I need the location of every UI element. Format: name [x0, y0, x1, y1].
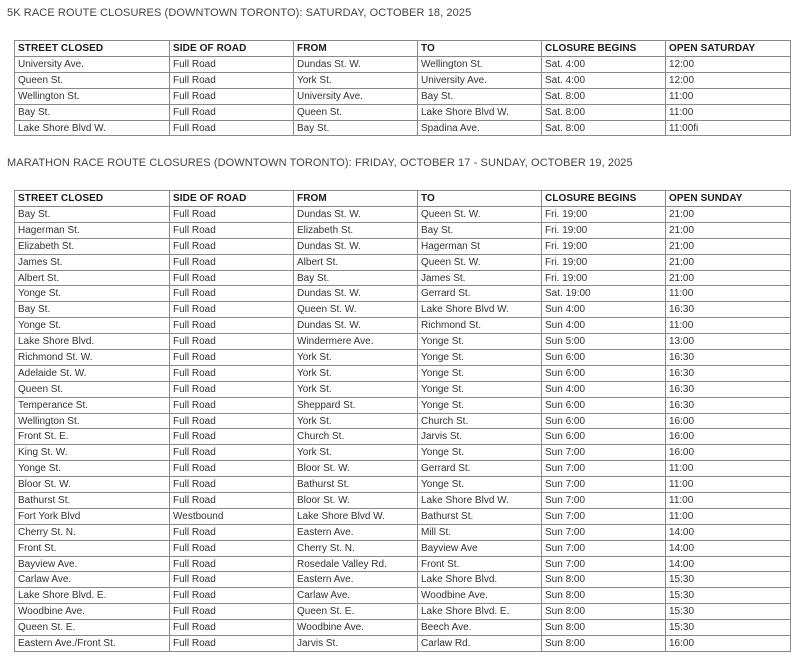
column-header-side-of-road: SIDE OF ROAD [170, 41, 294, 57]
table-row [15, 72, 791, 88]
cell-closure-begins: Sun 6:00 [542, 350, 666, 366]
cell-open-time: 15:30 [666, 588, 791, 604]
cell-side-of-road: Full Road [170, 604, 294, 620]
cell-street-closed: Front St. [15, 540, 170, 556]
cell-to: Beech Ave. [418, 620, 542, 636]
column-header-street-closed: STREET CLOSED [15, 41, 170, 57]
cell-open-time: 16:30 [666, 302, 791, 318]
cell-to: Woodbine Ave. [418, 588, 542, 604]
cell-open-time: 11:00 [666, 88, 791, 104]
cell-from: Jarvis St. [294, 636, 418, 652]
table-row [15, 588, 791, 604]
cell-to: Richmond St. [418, 318, 542, 334]
cell-to: University Ave. [418, 72, 542, 88]
cell-open-time: 16:00 [666, 429, 791, 445]
cell-from: York St. [294, 381, 418, 397]
cell-from: Church St. [294, 429, 418, 445]
cell-open-time: 11:00 [666, 493, 791, 509]
cell-from: Carlaw Ave. [294, 588, 418, 604]
cell-open-time: 11:00 [666, 461, 791, 477]
table-row [15, 556, 791, 572]
cell-street-closed: Yonge St. [15, 461, 170, 477]
table-row [15, 604, 791, 620]
cell-from: York St. [294, 365, 418, 381]
cell-open-time: 11:00 [666, 477, 791, 493]
table-row [15, 397, 791, 413]
table-row [15, 88, 791, 104]
cell-street-closed: Lake Shore Blvd. E. [15, 588, 170, 604]
cell-side-of-road: Full Road [170, 397, 294, 413]
table-row [15, 365, 791, 381]
cell-open-time: 16:00 [666, 445, 791, 461]
table-row [15, 270, 791, 286]
cell-side-of-road: Full Road [170, 72, 294, 88]
cell-street-closed: Wellington St. [15, 413, 170, 429]
cell-to: Queen St. W. [418, 254, 542, 270]
cell-closure-begins: Sun 7:00 [542, 508, 666, 524]
table-row [15, 104, 791, 120]
marathon-heading: MARATHON RACE ROUTE CLOSURES (DOWNTOWN TORONTO): FRIDAY, OCTOBER 17 - SUNDAY, OCTOBER 19, 2025 [7, 157, 633, 169]
cell-closure-begins: Sun 5:00 [542, 334, 666, 350]
cell-closure-begins: Fri. 19:00 [542, 238, 666, 254]
cell-open-time: 12:00 [666, 72, 791, 88]
cell-side-of-road: Full Road [170, 57, 294, 73]
cell-street-closed: Carlaw Ave. [15, 572, 170, 588]
cell-closure-begins: Sun 4:00 [542, 318, 666, 334]
cell-open-time: 16:30 [666, 350, 791, 366]
cell-closure-begins: Sun 8:00 [542, 572, 666, 588]
cell-from: Woodbine Ave. [294, 620, 418, 636]
cell-side-of-road: Full Road [170, 238, 294, 254]
cell-to: James St. [418, 270, 542, 286]
cell-from: Lake Shore Blvd W. [294, 508, 418, 524]
cell-side-of-road: Full Road [170, 477, 294, 493]
cell-to: Bathurst St. [418, 508, 542, 524]
cell-side-of-road: Full Road [170, 636, 294, 652]
column-header-street-closed: STREET CLOSED [15, 191, 170, 207]
cell-side-of-road: Full Road [170, 334, 294, 350]
race-5k-heading: 5K RACE ROUTE CLOSURES (DOWNTOWN TORONTO): SATURDAY, OCTOBER 18, 2025 [7, 7, 472, 19]
table-row [15, 381, 791, 397]
cell-street-closed: Fort York Blvd [15, 508, 170, 524]
cell-side-of-road: Westbound [170, 508, 294, 524]
cell-from: University Ave. [294, 88, 418, 104]
cell-side-of-road: Full Road [170, 540, 294, 556]
cell-to: Church St. [418, 413, 542, 429]
cell-side-of-road: Full Road [170, 381, 294, 397]
column-header-open-time: OPEN SATURDAY [666, 41, 791, 57]
cell-open-time: 14:00 [666, 556, 791, 572]
cell-side-of-road: Full Road [170, 556, 294, 572]
table-row [15, 524, 791, 540]
cell-to: Wellington St. [418, 57, 542, 73]
cell-from: Elizabeth St. [294, 222, 418, 238]
cell-street-closed: Eastern Ave./Front St. [15, 636, 170, 652]
cell-street-closed: King St. W. [15, 445, 170, 461]
cell-side-of-road: Full Road [170, 302, 294, 318]
cell-street-closed: Queen St. E. [15, 620, 170, 636]
cell-from: Queen St. [294, 104, 418, 120]
cell-open-time: 15:30 [666, 572, 791, 588]
cell-to: Lake Shore Blvd W. [418, 493, 542, 509]
cell-closure-begins: Sun 6:00 [542, 429, 666, 445]
cell-from: Dundas St. W. [294, 207, 418, 223]
cell-street-closed: James St. [15, 254, 170, 270]
cell-from: York St. [294, 72, 418, 88]
column-header-to: TO [418, 41, 542, 57]
cell-to: Yonge St. [418, 445, 542, 461]
table-header [15, 41, 791, 57]
column-header-closure-begins: CLOSURE BEGINS [542, 41, 666, 57]
table-row [15, 334, 791, 350]
cell-from: Dundas St. W. [294, 57, 418, 73]
cell-closure-begins: Sun 8:00 [542, 620, 666, 636]
cell-open-time: 16:00 [666, 636, 791, 652]
cell-to: Yonge St. [418, 477, 542, 493]
cell-to: Lake Shore Blvd. [418, 572, 542, 588]
cell-from: Dundas St. W. [294, 238, 418, 254]
cell-from: Eastern Ave. [294, 572, 418, 588]
cell-to: Lake Shore Blvd W. [418, 104, 542, 120]
cell-from: Dundas St. W. [294, 286, 418, 302]
cell-to: Mill St. [418, 524, 542, 540]
table-row [15, 461, 791, 477]
cell-side-of-road: Full Road [170, 588, 294, 604]
cell-to: Carlaw Rd. [418, 636, 542, 652]
table-row [15, 254, 791, 270]
table-row [15, 207, 791, 223]
table-row [15, 120, 791, 136]
race-5k-closures-table [14, 40, 791, 136]
cell-side-of-road: Full Road [170, 350, 294, 366]
cell-from: Sheppard St. [294, 397, 418, 413]
cell-side-of-road: Full Road [170, 88, 294, 104]
cell-street-closed: Queen St. [15, 72, 170, 88]
cell-street-closed: Bay St. [15, 207, 170, 223]
table-row [15, 302, 791, 318]
cell-street-closed: Queen St. [15, 381, 170, 397]
cell-side-of-road: Full Road [170, 207, 294, 223]
cell-from: Bloor St. W. [294, 493, 418, 509]
cell-side-of-road: Full Road [170, 429, 294, 445]
cell-closure-begins: Sun 7:00 [542, 461, 666, 477]
cell-closure-begins: Fri. 19:00 [542, 254, 666, 270]
cell-open-time: 16:30 [666, 381, 791, 397]
table-row [15, 572, 791, 588]
table-row [15, 318, 791, 334]
table-row [15, 477, 791, 493]
cell-open-time: 16:30 [666, 397, 791, 413]
cell-closure-begins: Sat. 19:00 [542, 286, 666, 302]
cell-open-time: 21:00 [666, 238, 791, 254]
cell-to: Bay St. [418, 88, 542, 104]
cell-closure-begins: Sun 4:00 [542, 381, 666, 397]
cell-street-closed: Yonge St. [15, 286, 170, 302]
table-row [15, 445, 791, 461]
cell-side-of-road: Full Road [170, 222, 294, 238]
cell-street-closed: Woodbine Ave. [15, 604, 170, 620]
cell-from: York St. [294, 445, 418, 461]
table-row [15, 620, 791, 636]
cell-closure-begins: Sun 7:00 [542, 477, 666, 493]
cell-street-closed: Bayview Ave. [15, 556, 170, 572]
table-row [15, 493, 791, 509]
cell-open-time: 14:00 [666, 524, 791, 540]
cell-from: Bathurst St. [294, 477, 418, 493]
table-header [15, 191, 791, 207]
column-header-closure-begins: CLOSURE BEGINS [542, 191, 666, 207]
cell-street-closed: Albert St. [15, 270, 170, 286]
cell-street-closed: Richmond St. W. [15, 350, 170, 366]
table-row [15, 540, 791, 556]
column-header-to: TO [418, 191, 542, 207]
cell-to: Jarvis St. [418, 429, 542, 445]
cell-open-time: 12:00 [666, 57, 791, 73]
cell-open-time: 21:00 [666, 270, 791, 286]
cell-to: Hagerman St [418, 238, 542, 254]
cell-side-of-road: Full Road [170, 270, 294, 286]
table-row [15, 222, 791, 238]
cell-side-of-road: Full Road [170, 620, 294, 636]
cell-side-of-road: Full Road [170, 461, 294, 477]
cell-closure-begins: Sun 8:00 [542, 588, 666, 604]
cell-from: Windermere Ave. [294, 334, 418, 350]
column-header-open-time: OPEN SUNDAY [666, 191, 791, 207]
cell-street-closed: Lake Shore Blvd W. [15, 120, 170, 136]
cell-to: Lake Shore Blvd. E. [418, 604, 542, 620]
cell-street-closed: Bathurst St. [15, 493, 170, 509]
cell-from: Queen St. W. [294, 302, 418, 318]
table-row [15, 238, 791, 254]
cell-to: Queen St. W. [418, 207, 542, 223]
cell-open-time: 15:30 [666, 604, 791, 620]
cell-street-closed: Cherry St. N. [15, 524, 170, 540]
cell-open-time: 11:00 [666, 318, 791, 334]
cell-open-time: 11:00 [666, 286, 791, 302]
header-row [15, 191, 791, 207]
cell-to: Yonge St. [418, 350, 542, 366]
cell-to: Yonge St. [418, 397, 542, 413]
cell-street-closed: Bay St. [15, 104, 170, 120]
cell-street-closed: Yonge St. [15, 318, 170, 334]
cell-open-time: 11:00 [666, 104, 791, 120]
cell-side-of-road: Full Road [170, 365, 294, 381]
cell-side-of-road: Full Road [170, 120, 294, 136]
cell-open-time: 15:30 [666, 620, 791, 636]
table-row [15, 413, 791, 429]
cell-closure-begins: Sun 6:00 [542, 413, 666, 429]
cell-open-time: 21:00 [666, 222, 791, 238]
cell-to: Yonge St. [418, 334, 542, 350]
cell-street-closed: Front St. E. [15, 429, 170, 445]
table-row [15, 350, 791, 366]
cell-street-closed: Bloor St. W. [15, 477, 170, 493]
cell-to: Spadina Ave. [418, 120, 542, 136]
cell-closure-begins: Sun 4:00 [542, 302, 666, 318]
cell-closure-begins: Sun 7:00 [542, 556, 666, 572]
cell-open-time: 13:00 [666, 334, 791, 350]
cell-side-of-road: Full Road [170, 572, 294, 588]
cell-closure-begins: Fri. 19:00 [542, 207, 666, 223]
cell-from: Queen St. E. [294, 604, 418, 620]
table-row [15, 508, 791, 524]
cell-side-of-road: Full Road [170, 318, 294, 334]
column-header-from: FROM [294, 191, 418, 207]
cell-street-closed: Adelaide St. W. [15, 365, 170, 381]
cell-closure-begins: Fri. 19:00 [542, 270, 666, 286]
cell-street-closed: Lake Shore Blvd. [15, 334, 170, 350]
table-row [15, 286, 791, 302]
cell-closure-begins: Sat. 4:00 [542, 57, 666, 73]
cell-closure-begins: Sun 7:00 [542, 445, 666, 461]
cell-side-of-road: Full Road [170, 104, 294, 120]
cell-side-of-road: Full Road [170, 254, 294, 270]
cell-to: Front St. [418, 556, 542, 572]
cell-from: Rosedale Valley Rd. [294, 556, 418, 572]
cell-from: Dundas St. W. [294, 318, 418, 334]
marathon-closures-table [14, 190, 791, 652]
cell-closure-begins: Sun 7:00 [542, 493, 666, 509]
cell-closure-begins: Sat. 4:00 [542, 72, 666, 88]
table-row [15, 429, 791, 445]
column-header-from: FROM [294, 41, 418, 57]
cell-street-closed: Elizabeth St. [15, 238, 170, 254]
table-row [15, 57, 791, 73]
cell-from: Albert St. [294, 254, 418, 270]
cell-to: Bay St. [418, 222, 542, 238]
cell-from: Cherry St. N. [294, 540, 418, 556]
cell-closure-begins: Sat. 8:00 [542, 104, 666, 120]
cell-street-closed: University Ave. [15, 57, 170, 73]
cell-open-time: 11:00 [666, 508, 791, 524]
cell-open-time: 21:00 [666, 207, 791, 223]
cell-closure-begins: Fri. 19:00 [542, 222, 666, 238]
cell-to: Yonge St. [418, 365, 542, 381]
header-row [15, 41, 791, 57]
cell-closure-begins: Sun 8:00 [542, 636, 666, 652]
cell-to: Yonge St. [418, 381, 542, 397]
cell-open-time: 14:00 [666, 540, 791, 556]
cell-street-closed: Bay St. [15, 302, 170, 318]
cell-side-of-road: Full Road [170, 524, 294, 540]
table-body [15, 207, 791, 652]
cell-closure-begins: Sun 8:00 [542, 604, 666, 620]
cell-to: Gerrard St. [418, 286, 542, 302]
cell-side-of-road: Full Road [170, 286, 294, 302]
cell-closure-begins: Sun 6:00 [542, 397, 666, 413]
cell-side-of-road: Full Road [170, 445, 294, 461]
cell-closure-begins: Sun 6:00 [542, 365, 666, 381]
cell-side-of-road: Full Road [170, 413, 294, 429]
cell-from: York St. [294, 413, 418, 429]
cell-from: Eastern Ave. [294, 524, 418, 540]
cell-side-of-road: Full Road [170, 493, 294, 509]
cell-street-closed: Wellington St. [15, 88, 170, 104]
table-row [15, 636, 791, 652]
cell-street-closed: Temperance St. [15, 397, 170, 413]
cell-open-time: 21:00 [666, 254, 791, 270]
column-header-side-of-road: SIDE OF ROAD [170, 191, 294, 207]
cell-to: Gerrard St. [418, 461, 542, 477]
cell-closure-begins: Sat. 8:00 [542, 88, 666, 104]
cell-from: Bloor St. W. [294, 461, 418, 477]
cell-to: Lake Shore Blvd W. [418, 302, 542, 318]
cell-open-time: 11:00fi [666, 120, 791, 136]
cell-to: Bayview Ave [418, 540, 542, 556]
cell-from: Bay St. [294, 270, 418, 286]
cell-open-time: 16:30 [666, 365, 791, 381]
cell-street-closed: Hagerman St. [15, 222, 170, 238]
cell-closure-begins: Sat. 8:00 [542, 120, 666, 136]
cell-open-time: 16:00 [666, 413, 791, 429]
cell-from: York St. [294, 350, 418, 366]
table-body [15, 57, 791, 136]
cell-closure-begins: Sun 7:00 [542, 524, 666, 540]
cell-closure-begins: Sun 7:00 [542, 540, 666, 556]
cell-from: Bay St. [294, 120, 418, 136]
